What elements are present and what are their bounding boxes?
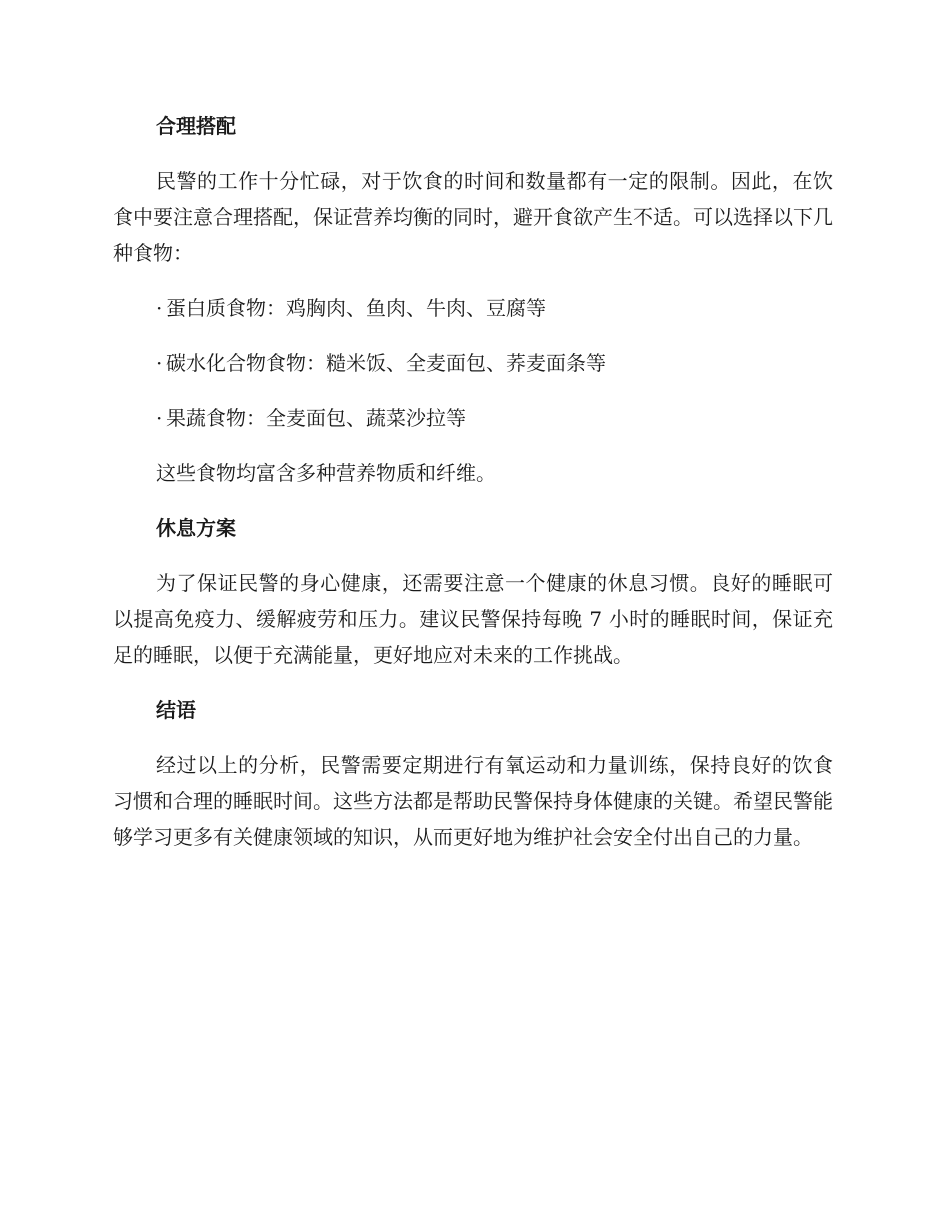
rest-paragraph: 为了保证民警的身心健康，还需要注意一个健康的休息习惯。良好的睡眠可以提高免疫力、缓解疲劳和压力。建议民警保持每晚 7 小时的睡眠时间，保证充足的睡眠，以便于充满能量，更好地应对未来的工作挑战。 <box>113 571 833 667</box>
diet-intro-paragraph: 民警的工作十分忙碌，对于饮食的时间和数量都有一定的限制。因此，在饮食中要注意合理搭配，保证营养均衡的同时，避开食欲产生不适。可以选择以下几种食物： <box>113 169 833 265</box>
diet-bullet-protein <box>113 290 833 326</box>
bullet-marker: · <box>156 351 163 375</box>
diet-outro-paragraph: 这些食物均富含多种营养物质和纤维。 <box>156 461 496 485</box>
bullet-marker: · <box>156 296 163 320</box>
conclusion-paragraph: 经过以上的分析，民警需要定期进行有氧运动和力量训练，保持良好的饮食习惯和合理的睡眠时间。这些方法都是帮助民警保持身体健康的关键。希望民警能够学习更多有关健康领域的知识，从而更好地为维护社会安全付出自己的力量。 <box>113 753 833 849</box>
section-heading-conclusion: 结语 <box>156 698 196 722</box>
document-content <box>113 108 833 874</box>
diet-bullet-produce <box>113 400 833 436</box>
diet-bullet-carbs <box>113 345 833 381</box>
bullet-text: 蛋白质食物：鸡胸肉、鱼肉、牛肉、豆腐等 <box>166 296 546 320</box>
bullet-marker: · <box>156 406 163 430</box>
bullet-text: 碳水化合物食物：糙米饭、全麦面包、荞麦面条等 <box>166 351 606 375</box>
bullet-text: 果蔬食物：全麦面包、蔬菜沙拉等 <box>166 406 466 430</box>
section-heading-diet: 合理搭配 <box>156 114 236 138</box>
section-heading-rest: 休息方案 <box>156 516 236 540</box>
